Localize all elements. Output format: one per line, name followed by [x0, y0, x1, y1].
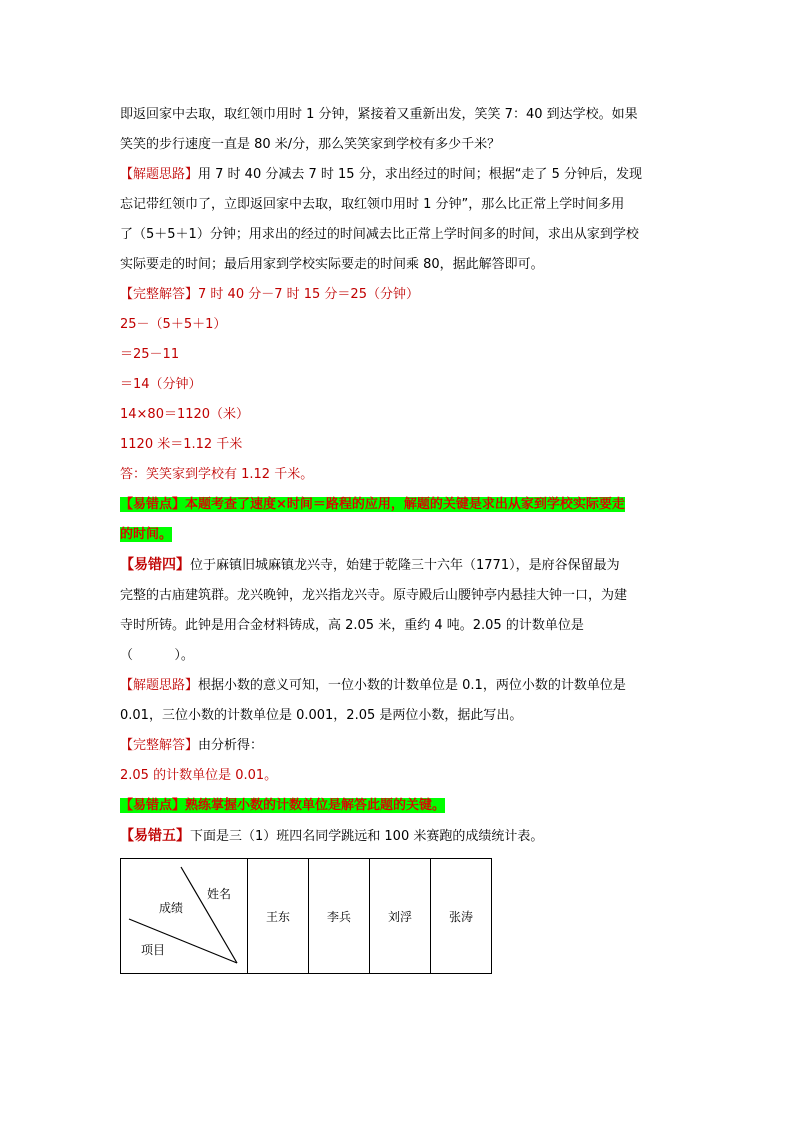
- problem4-idea-tag: 【解题思路】: [120, 678, 199, 693]
- problem4-idea-text1: 根据小数的意义可知，一位小数的计数单位是 0.1，两位小数的计数单位是: [198, 678, 626, 693]
- student-name-cell: 刘浮: [370, 859, 431, 974]
- problem3-idea-line2: 忘记带红领巾了，立即返回家中去取，取红领巾用时 1 分钟”，那么比正常上学时间多用: [120, 197, 625, 212]
- score-table: [120, 858, 492, 974]
- problem4-question-line2: 完整的古庙建筑群。龙兴晚钟，龙兴指龙兴寺。原寺殿后山腰钟亭内悬挂大钟一口，为建: [120, 588, 628, 603]
- problem4-tag: 【易错四】: [120, 557, 190, 573]
- problem5-tag: 【易错五】: [120, 828, 190, 844]
- problem3-answer-line7: 答：笑笑家到学校有 1.12 千米。: [120, 467, 314, 482]
- error-point-highlight: 【易错点】本题考查了速度×时间＝路程的应用，解题的关键是求出从家到学校实际要走: [120, 497, 625, 512]
- problem5-question-line: [120, 821, 680, 852]
- header-name-label: 姓名: [207, 887, 232, 901]
- problem3-question-line2: 笑笑的步行速度一直是 80 米/分，那么笑笑家到学校有多少千米？: [120, 137, 501, 152]
- solution-idea-tag: 【解题思路】: [120, 167, 199, 182]
- problem4-question-text1: 位于麻镇旧城麻镇龙兴寺，始建于乾隆三十六年（1771），是府谷保留最为: [190, 558, 620, 573]
- header-score-label: 成绩: [159, 901, 184, 915]
- problem3-answer-line2: 25－（5＋5＋1）: [120, 317, 227, 332]
- problem3-answer-line6: 1120 米＝1.12 千米: [120, 437, 243, 452]
- diagonal-header-cell: [121, 859, 248, 974]
- student-name-cell: 李兵: [309, 859, 370, 974]
- problem3-answer-line5: 14×80＝1120（米）: [120, 407, 250, 422]
- problem4-answer-line1: [120, 731, 680, 761]
- problem4-question-line3: 寺时所铸。此钟是用合金材料铸成，高 2.05 米，重约 4 吨。2.05 的计数单位是: [120, 618, 584, 633]
- problem3-idea-line3: 了（5＋5＋1）分钟；用求出的经过的时间减去比正常上学时间多的时间，求出从家到学校: [120, 227, 639, 242]
- problem4-idea-line2: 0.01，三位小数的计数单位是 0.001，2.05 是两位小数，据此写出。: [120, 708, 523, 723]
- problem3-error-line2: [120, 520, 680, 550]
- table-row: [121, 859, 492, 974]
- problem3-answer-line1: [120, 280, 680, 310]
- header-item-label: 项目: [141, 943, 166, 957]
- diagonal-lines: [121, 859, 247, 973]
- problem5-question-text: 下面是三（1）班四名同学跳远和 100 米赛跑的成绩统计表。: [190, 829, 544, 844]
- problem3-answer-line3: ＝25－11: [120, 347, 180, 362]
- problem3-idea-line1: [120, 160, 680, 190]
- problem4-answer-tag: 【完整解答】: [120, 738, 199, 753]
- document-page: [120, 100, 680, 974]
- problem4-error-highlight: 【易错点】熟练掌握小数的计数单位是解答此题的关键。: [120, 798, 446, 813]
- problem4-idea-line1: [120, 671, 680, 701]
- problem3-idea-line4: 实际要走的时间；最后用家到学校实际要走的时间乘 80，据此解答即可。: [120, 257, 544, 272]
- problem4-question-line1: [120, 550, 680, 581]
- error-point-highlight-cont: 的时间。: [120, 527, 173, 542]
- complete-answer-tag: 【完整解答】: [120, 287, 199, 302]
- problem3-question-line1: 即返回家中去取，取红领巾用时 1 分钟，紧接着又重新出发，笑笑 7：40 到达学校。如果: [120, 107, 638, 122]
- student-name-cell: 王东: [248, 859, 309, 974]
- problem3-idea-text1: 用 7 时 40 分减去 7 时 15 分，求出经过的时间；根据“走了 5 分钟后，发现: [198, 167, 642, 182]
- problem3-error-line1: [120, 490, 680, 520]
- problem4-error-line: [120, 791, 680, 821]
- problem3-answer-line4: ＝14（分钟）: [120, 377, 202, 392]
- problem3-answer-text1: 7 时 40 分－7 时 15 分＝25（分钟）: [198, 287, 419, 302]
- problem4-answer-blank: （ ）。: [120, 648, 194, 663]
- problem4-answer-text1: 由分析得：: [198, 738, 264, 753]
- problem4-answer-line2: 2.05 的计数单位是 0.01。: [120, 768, 278, 783]
- student-name-cell: 张涛: [431, 859, 492, 974]
